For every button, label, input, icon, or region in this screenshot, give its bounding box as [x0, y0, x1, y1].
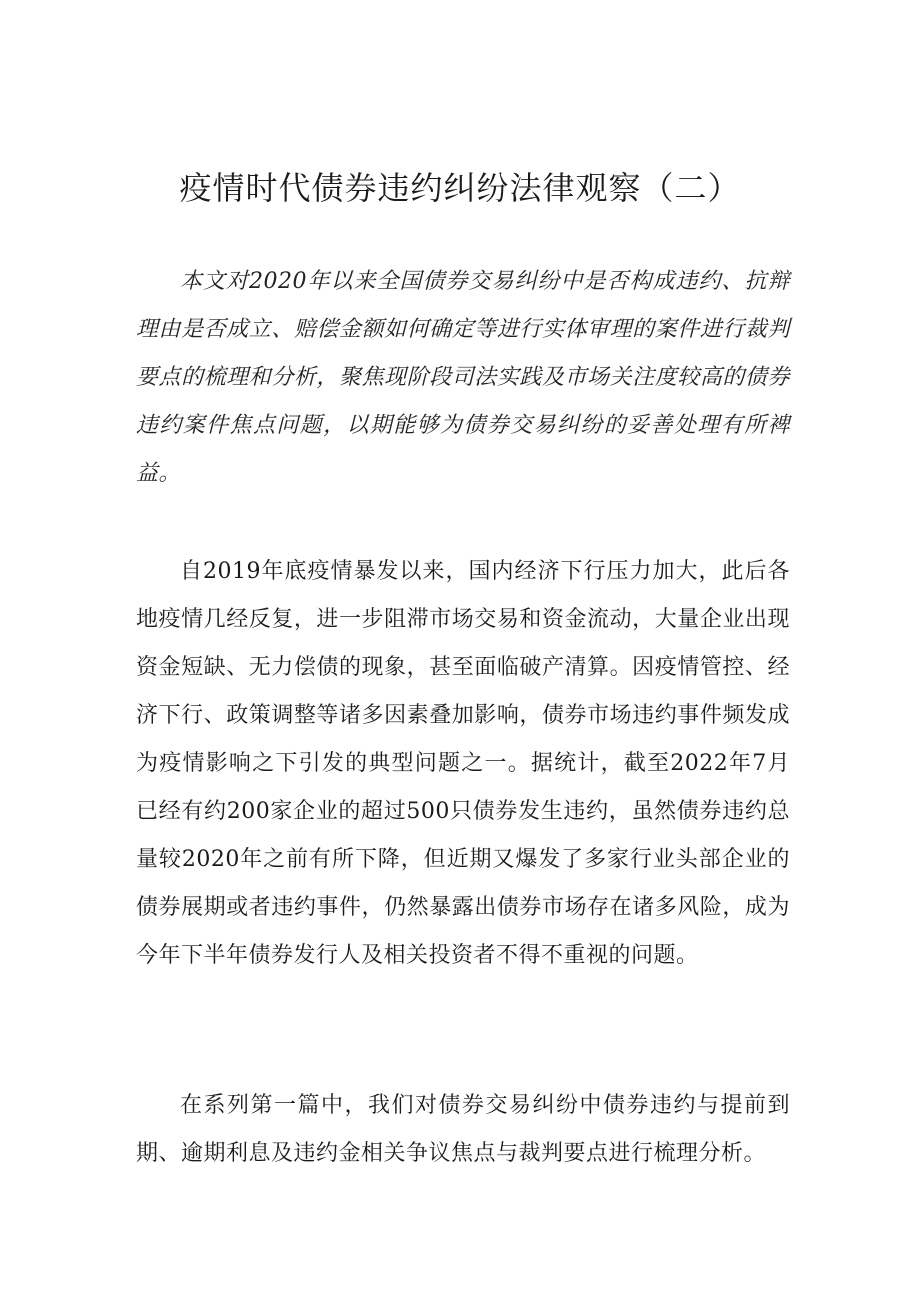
abstract-paragraph: 本文对2020年以来全国债券交易纠纷中是否构成违约、抗辩理由是否成立、赔偿金额如何确定等进行实体审理的案件进行裁判要点的梳理和分析，聚焦现阶段司法实践及市场关注度较高的债券违约案件焦点问题，以期能够为债券交易纠纷的妥善处理有所裨益。 — [136, 269, 790, 486]
body-paragraph: 自2019年底疫情暴发以来，国内经济下行压力加大，此后各地疫情几经反复，进一步阻滞市场交易和资金流动，大量企业出现资金短缺、无力偿债的现象，甚至面临破产清算。因疫情管控、经济下行、政策调整等诸多因素叠加影响，债券市场违约事件频发成为疫情影响之下引发的典型问题之一。据统计，截至2022年7月已经有约200家企业的超过500只债券发生违约，虽然债券违约总量较2020年之前有所下降，但近期又爆发了多家行业头部企业的债券展期或者违约事件，仍然暴露出债券市场存在诸多风险，成为今年下半年债券发行人及相关投资者不得不重视的问题。 — [136, 559, 790, 968]
document-title: 疫情时代债券违约纠纷法律观察（二） — [179, 169, 741, 207]
body-paragraph: 在系列第一篇中，我们对债券交易纠纷中债券违约与提前到期、逾期利息及违约金相关争议焦点与裁判要点进行梳理分析。 — [136, 1093, 790, 1166]
